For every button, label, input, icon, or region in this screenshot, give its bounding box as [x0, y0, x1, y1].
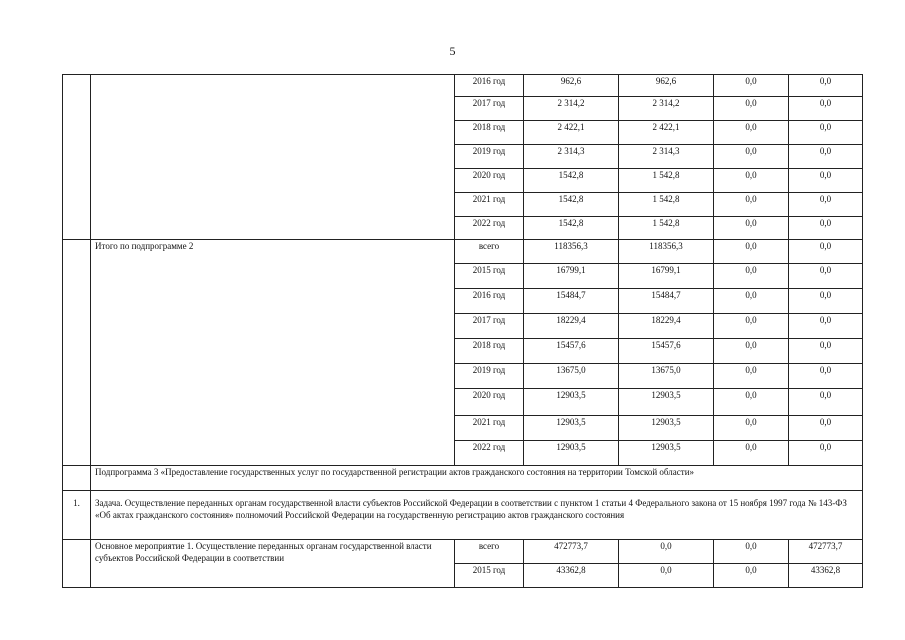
value-cell: 43362,8 — [789, 564, 863, 588]
value-cell: 1 542,8 — [619, 193, 714, 217]
value-cell: 0,0 — [714, 193, 789, 217]
value-cell: 18229,4 — [619, 314, 714, 339]
value-cell: 2 422,1 — [619, 121, 714, 145]
table-row — [63, 240, 863, 264]
year-cell: 2019 год — [455, 364, 524, 389]
activity-text: Основное мероприятие 1. Осуществление переданных органам государственной власти субъектов Российской Федерации в соответствии — [91, 540, 455, 588]
value-cell: 0,0 — [789, 75, 863, 97]
value-cell: 0,0 — [789, 97, 863, 121]
value-cell: 0,0 — [789, 389, 863, 416]
value-cell: 0,0 — [619, 540, 714, 564]
value-cell: 0,0 — [714, 389, 789, 416]
value-cell: 118356,3 — [619, 240, 714, 264]
value-cell: 0,0 — [714, 339, 789, 364]
value-cell: 0,0 — [789, 240, 863, 264]
value-cell: 0,0 — [714, 240, 789, 264]
row-number-cell — [63, 240, 91, 466]
subprogram-total-label: Итого по подпрограмме 2 — [91, 240, 455, 466]
row-number-cell — [63, 75, 91, 240]
table-body — [63, 75, 863, 588]
value-cell: 1542,8 — [524, 217, 619, 240]
value-cell: 0,0 — [714, 121, 789, 145]
year-cell: 2015 год — [455, 564, 524, 588]
value-cell: 12903,5 — [619, 441, 714, 466]
value-cell: 962,6 — [524, 75, 619, 97]
value-cell: 15457,6 — [524, 339, 619, 364]
task-number: 1. — [63, 491, 91, 540]
year-cell: всего — [455, 540, 524, 564]
task-text: Задача. Осуществление переданных органам государственной власти субъектов Российской Федерации в соответствии с пунктом 1 статьи 4 Федерального закона от 15 ноября 1997 года № 143-ФЗ «Об актах гражданского состояния» полномочий Российской Федерации на государственную регистрацию актов гражданского состояния — [91, 491, 863, 540]
value-cell: 12903,5 — [524, 389, 619, 416]
value-cell: 1542,8 — [524, 169, 619, 193]
value-cell: 15484,7 — [619, 289, 714, 314]
value-cell: 0,0 — [789, 314, 863, 339]
value-cell: 13675,0 — [619, 364, 714, 389]
table-row — [63, 75, 863, 97]
value-cell: 962,6 — [619, 75, 714, 97]
value-cell: 0,0 — [714, 217, 789, 240]
value-cell: 0,0 — [789, 169, 863, 193]
value-cell: 15484,7 — [524, 289, 619, 314]
value-cell: 15457,6 — [619, 339, 714, 364]
table-row — [63, 540, 863, 564]
value-cell: 12903,5 — [619, 389, 714, 416]
table-row — [63, 466, 863, 491]
value-cell: 2 314,2 — [619, 97, 714, 121]
value-cell: 16799,1 — [524, 264, 619, 289]
description-cell — [91, 75, 455, 240]
value-cell: 18229,4 — [524, 314, 619, 339]
year-cell: 2020 год — [455, 169, 524, 193]
table-row — [63, 491, 863, 540]
value-cell: 13675,0 — [524, 364, 619, 389]
value-cell: 472773,7 — [524, 540, 619, 564]
subprogram-3-title: Подпрограмма 3 «Предоставление государственных услуг по государственной регистрации актов гражданского состояния на территории Томской области» — [91, 466, 863, 491]
row-number-cell — [63, 466, 91, 491]
value-cell: 0,0 — [789, 121, 863, 145]
value-cell: 0,0 — [789, 289, 863, 314]
value-cell: 0,0 — [789, 364, 863, 389]
value-cell: 1542,8 — [524, 193, 619, 217]
value-cell: 0,0 — [714, 364, 789, 389]
value-cell: 0,0 — [714, 441, 789, 466]
budget-table — [62, 74, 863, 588]
year-cell: всего — [455, 240, 524, 264]
value-cell: 0,0 — [789, 193, 863, 217]
row-number-cell — [63, 540, 91, 588]
year-cell: 2016 год — [455, 75, 524, 97]
value-cell: 0,0 — [789, 264, 863, 289]
value-cell: 0,0 — [714, 314, 789, 339]
value-cell: 0,0 — [714, 97, 789, 121]
value-cell: 2 314,3 — [619, 145, 714, 169]
value-cell: 0,0 — [714, 416, 789, 441]
value-cell: 0,0 — [714, 169, 789, 193]
value-cell: 0,0 — [789, 339, 863, 364]
value-cell: 0,0 — [714, 145, 789, 169]
year-cell: 2018 год — [455, 339, 524, 364]
year-cell: 2022 год — [455, 217, 524, 240]
year-cell: 2018 год — [455, 121, 524, 145]
year-cell: 2016 год — [455, 289, 524, 314]
value-cell: 2 422,1 — [524, 121, 619, 145]
value-cell: 0,0 — [619, 564, 714, 588]
year-cell: 2021 год — [455, 416, 524, 441]
value-cell: 43362,8 — [524, 564, 619, 588]
year-cell: 2015 год — [455, 264, 524, 289]
value-cell: 0,0 — [714, 540, 789, 564]
year-cell: 2020 год — [455, 389, 524, 416]
value-cell: 1 542,8 — [619, 217, 714, 240]
value-cell: 0,0 — [789, 441, 863, 466]
value-cell: 0,0 — [714, 564, 789, 588]
page-number: 5 — [449, 44, 456, 58]
year-cell: 2017 год — [455, 97, 524, 121]
year-cell: 2021 год — [455, 193, 524, 217]
year-cell: 2019 год — [455, 145, 524, 169]
value-cell: 1 542,8 — [619, 169, 714, 193]
value-cell: 0,0 — [789, 217, 863, 240]
value-cell: 0,0 — [714, 75, 789, 97]
year-cell: 2017 год — [455, 314, 524, 339]
value-cell: 0,0 — [789, 145, 863, 169]
value-cell: 16799,1 — [619, 264, 714, 289]
value-cell: 2 314,2 — [524, 97, 619, 121]
value-cell: 472773,7 — [789, 540, 863, 564]
value-cell: 0,0 — [714, 264, 789, 289]
value-cell: 118356,3 — [524, 240, 619, 264]
value-cell: 0,0 — [789, 416, 863, 441]
value-cell: 0,0 — [714, 289, 789, 314]
value-cell: 12903,5 — [619, 416, 714, 441]
value-cell: 2 314,3 — [524, 145, 619, 169]
value-cell: 12903,5 — [524, 416, 619, 441]
year-cell: 2022 год — [455, 441, 524, 466]
value-cell: 12903,5 — [524, 441, 619, 466]
